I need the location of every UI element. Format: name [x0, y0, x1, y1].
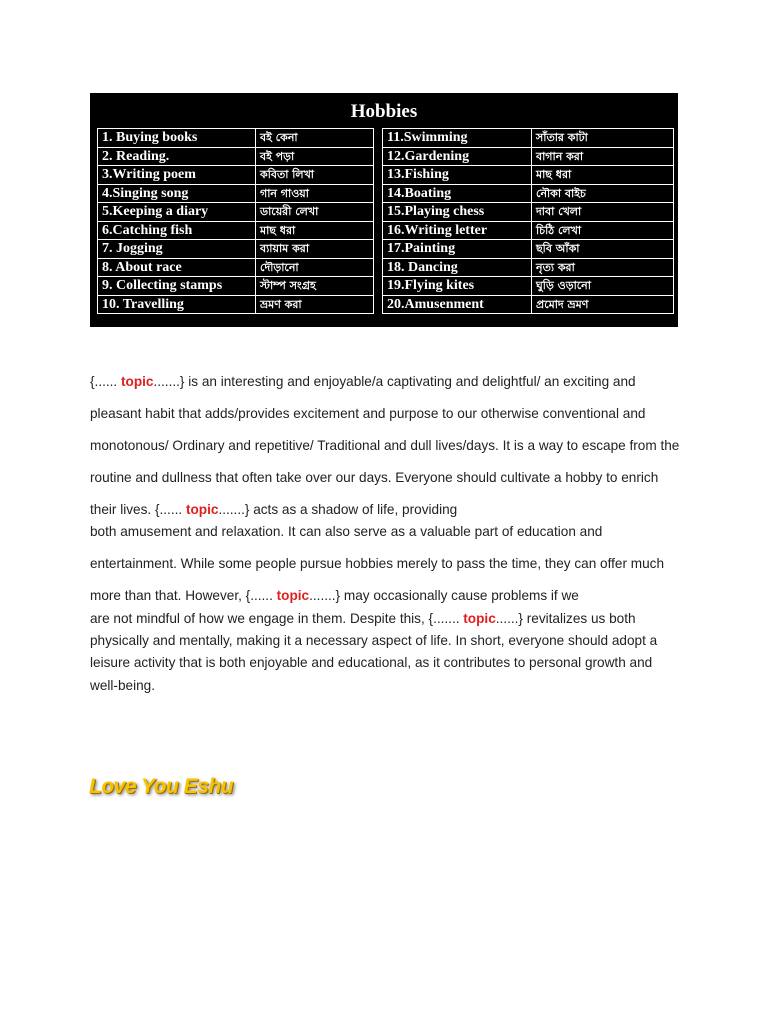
hobby-english: 8. About race — [98, 258, 256, 277]
table-title: Hobbies — [350, 101, 418, 122]
hobby-english: 6.Catching fish — [98, 221, 256, 240]
hobby-english: 5.Keeping a diary — [98, 203, 256, 222]
hobby-english: 13.Fishing — [383, 166, 532, 185]
hobby-bangla: কবিতা লিখা — [256, 166, 374, 185]
hobby-english: 14.Boating — [383, 184, 532, 203]
hobby-bangla: স্টাম্প সংগ্রহ — [256, 277, 374, 296]
essay-text: .......} is an interesting and enjoyable/a captivating and delightful/ an exciting and pleasant habit that adds/provides excitement and purpose to our otherwise conventional and monotonous/ Ordinary and repetitive/ Traditional and dull lives/days. It is a way to escape from the routine and dullness that often take over our days. Everyone should cultivate a hobby to enrich their lives. {...... — [90, 374, 680, 517]
essay-text: .......} may occasionally cause problems if we — [309, 588, 579, 603]
hobby-english: 15.Playing chess — [383, 203, 532, 222]
hobby-english: 2. Reading. — [98, 147, 256, 166]
hobby-english: 3.Writing poem — [98, 166, 256, 185]
table-row — [383, 221, 674, 240]
hobby-bangla: ডায়েরী লেখা — [256, 203, 374, 222]
topic-placeholder: topic — [120, 374, 154, 389]
hobby-english: 19.Flying kites — [383, 277, 532, 296]
hobby-bangla: বই কেনা — [256, 129, 374, 148]
table-row — [383, 203, 674, 222]
table-row — [383, 147, 674, 166]
table-row — [383, 129, 674, 148]
table-row — [98, 184, 374, 203]
hobbies-table-left — [97, 128, 374, 314]
table-row — [98, 147, 374, 166]
hobby-bangla: মাছ ধরা — [532, 166, 674, 185]
table-row — [98, 240, 374, 259]
hobby-bangla: সাঁতার কাটা — [532, 129, 674, 148]
topic-placeholder: topic — [463, 611, 496, 626]
hobby-english: 12.Gardening — [383, 147, 532, 166]
table-row — [98, 203, 374, 222]
hobby-bangla: মাছ ধরা — [256, 221, 374, 240]
hobby-english: 11.Swimming — [383, 129, 532, 148]
table-row — [383, 184, 674, 203]
hobby-bangla: বই পড়া — [256, 147, 374, 166]
hobby-english: 10. Travelling — [98, 295, 256, 314]
hobby-bangla: ব্যায়াম করা — [256, 240, 374, 259]
table-row — [98, 166, 374, 185]
hobby-english: 4.Singing song — [98, 184, 256, 203]
essay-text: are not mindful of how we engage in them. Despite this, {....... — [90, 611, 464, 626]
essay-paragraph-3 — [90, 608, 680, 697]
hobby-english: 16.Writing letter — [383, 221, 532, 240]
hobby-english: 7. Jogging — [98, 240, 256, 259]
hobby-english: 9. Collecting stamps — [98, 277, 256, 296]
hobbies-table-image — [90, 93, 678, 327]
table-row — [98, 129, 374, 148]
hobby-english: 20.Amusenment — [383, 295, 532, 314]
hobby-english: 17.Painting — [383, 240, 532, 259]
essay-text: both amusement and relaxation. It can also serve as a valuable part of education and entertainment. While some people pursue hobbies merely to pass the time, they can offer much more than that. However, {...... — [90, 524, 665, 603]
table-row — [383, 240, 674, 259]
hobby-bangla: ঘুড়ি ওড়ানো — [532, 277, 674, 296]
hobby-bangla: ছবি আঁকা — [532, 240, 674, 259]
essay-text: {...... — [90, 374, 121, 389]
hobby-bangla: চিঠি লেখা — [532, 221, 674, 240]
hobby-bangla: নৃত্য করা — [532, 258, 674, 277]
hobby-bangla: দৌড়ানো — [256, 258, 374, 277]
table-row — [98, 295, 374, 314]
topic-placeholder: topic — [185, 502, 219, 517]
table-row — [383, 295, 674, 314]
topic-placeholder: topic — [276, 588, 310, 603]
essay-text: .......} acts as a shadow of life, providing — [218, 502, 458, 517]
table-row — [98, 277, 374, 296]
table-row — [98, 221, 374, 240]
hobby-bangla: বাগান করা — [532, 147, 674, 166]
table-row — [383, 166, 674, 185]
signature: Love You Eshu — [89, 775, 234, 798]
hobby-bangla: ভ্রমণ করা — [256, 295, 374, 314]
table-row — [383, 258, 674, 277]
essay-paragraph-2 — [90, 516, 680, 612]
hobby-bangla: নৌকা বাইচ — [532, 184, 674, 203]
hobby-bangla: দাবা খেলা — [532, 203, 674, 222]
table-row — [98, 258, 374, 277]
essay-paragraph-1 — [90, 366, 680, 526]
hobby-english: 18. Dancing — [383, 258, 532, 277]
hobby-bangla: গান গাওয়া — [256, 184, 374, 203]
table-row — [383, 277, 674, 296]
essay-text: ......} revitalizes us both physically and mentally, making it a necessary aspect of life. In short, everyone should adopt a leisure activity that is both enjoyable and educational, as it contributes to personal growth and well-being. — [90, 611, 658, 693]
hobby-bangla: প্রমোদ ভ্রমণ — [532, 295, 674, 314]
hobbies-table-right — [382, 128, 674, 314]
hobby-english: 1. Buying books — [98, 129, 256, 148]
